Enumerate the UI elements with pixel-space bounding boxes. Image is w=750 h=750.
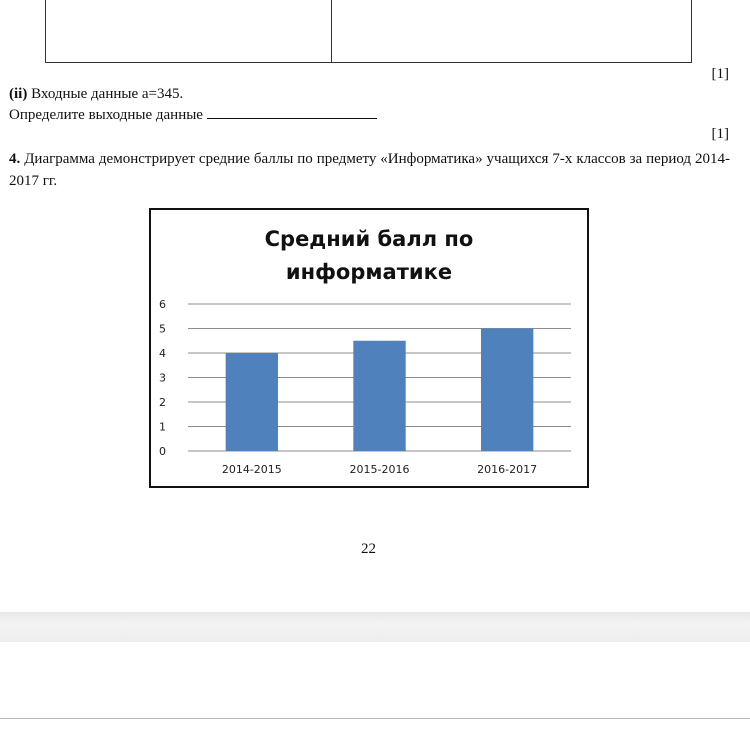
bar [353, 341, 405, 451]
y-tick-label: 0 [159, 445, 166, 458]
x-category-label: 2015-2016 [349, 463, 410, 476]
chart-title-line-2: информатике [285, 260, 453, 284]
chart-plot-area [159, 298, 571, 476]
question-4-text: Диаграмма демонстрирует средние баллы по предмету «Информатика» учащихся 7-х классов за период 2014-2017 гг. [9, 151, 730, 189]
y-tick-label: 5 [159, 322, 166, 336]
question-4-number: 4. [9, 151, 21, 167]
bar [226, 353, 278, 451]
page-separator [0, 612, 750, 642]
question-ii-text: Входные данные а=345. [27, 86, 184, 102]
x-category-label: 2014-2015 [221, 463, 282, 476]
question-4 [9, 148, 730, 192]
next-page-rule [0, 718, 750, 719]
question-ii-prompt-line [9, 106, 377, 124]
answer-table-cell-right [332, 0, 691, 62]
score-mark-2: [1] [711, 126, 729, 142]
question-ii-input [9, 86, 183, 103]
y-tick-label: 4 [159, 347, 166, 360]
answer-blank[interactable] [207, 106, 377, 119]
chart-svg [151, 210, 587, 486]
page-number: 22 [361, 541, 376, 557]
y-tick-label: 3 [159, 371, 166, 385]
score-mark-1: [1] [711, 66, 729, 82]
question-ii-label: (ii) [9, 86, 28, 102]
y-tick-label: 1 [159, 420, 166, 434]
bar [481, 329, 533, 452]
answer-table-cell-left [46, 0, 332, 62]
y-tick-label: 6 [159, 298, 166, 311]
x-category-label: 2016-2017 [477, 463, 538, 476]
bar-chart [149, 208, 589, 488]
y-tick-label: 2 [159, 396, 166, 409]
answer-table [45, 0, 692, 63]
chart-title-line-1: Средний балл по [264, 227, 474, 251]
question-ii-prompt: Определите выходные данные [9, 107, 203, 123]
